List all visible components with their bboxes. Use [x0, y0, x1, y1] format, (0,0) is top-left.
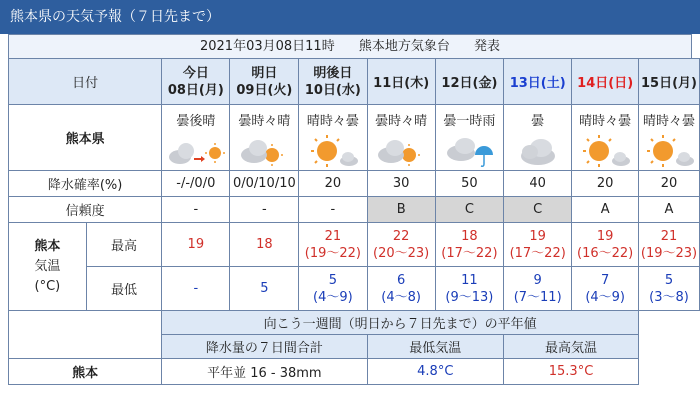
page-title: 熊本県の天気予報（７日先まで） [0, 0, 700, 34]
low-temp: 5 [230, 267, 299, 311]
normals-header: 向こう一週間（明日から７日先まで）の平年値 [162, 311, 639, 335]
pop-label: 降水確率(%) [9, 171, 162, 197]
region-name: 熊本県 [9, 105, 162, 171]
temp-label: 熊本 気温 (°C) [9, 223, 87, 311]
cloud-then-sun-icon [166, 133, 226, 169]
high-temp: 22 (20〜23) [367, 223, 435, 267]
sun-and-cloud-icon [639, 133, 699, 169]
high-temp: 19 [162, 223, 230, 267]
precip-header: 降水量の７日間合計 [162, 335, 367, 359]
weather-cell: 曇時々晴 [230, 105, 299, 171]
reliability-value: A [572, 197, 639, 223]
high-label: 最高 [86, 223, 161, 267]
day-header: 今日 08日(月) [162, 59, 230, 105]
high-temp: 19 (17〜22) [504, 223, 572, 267]
reliability-value: - [299, 197, 367, 223]
forecast-table [8, 58, 700, 385]
high-temp: 18 (17〜22) [435, 223, 503, 267]
min-temp-normal: 4.8°C [367, 359, 504, 385]
date-label: 日付 [9, 59, 162, 105]
date-row [9, 59, 700, 105]
high-temp-row [9, 223, 700, 267]
normals-corner [9, 311, 162, 359]
pop-value: 20 [639, 171, 700, 197]
issued-info [8, 34, 692, 58]
weather-cell: 晴時々曇 [299, 105, 367, 171]
low-temp: 11 (9〜13) [435, 267, 503, 311]
low-temp: 7 (4〜9) [572, 267, 639, 311]
high-temp: 21 (19〜22) [299, 223, 367, 267]
low-temp: 5 (3〜8) [639, 267, 700, 311]
day-header: 明日 09日(火) [230, 59, 299, 105]
weather-cell: 曇一時雨 [435, 105, 503, 171]
pop-value: 0/0/10/10 [230, 171, 299, 197]
low-temp-row [9, 267, 700, 311]
weather-cell: 晴時々曇 [639, 105, 700, 171]
max-temp-header: 最高気温 [504, 335, 639, 359]
normals-station: 熊本 [9, 359, 162, 385]
day-header: 15日(月) [639, 59, 700, 105]
day-header: 明後日 10日(水) [299, 59, 367, 105]
precip-normal: 平年並 16 - 38mm [162, 359, 367, 385]
pop-value: 40 [504, 171, 572, 197]
weather-cell: 曇後晴 [162, 105, 230, 171]
reliability-value: C [504, 197, 572, 223]
weather-cell: 晴時々曇 [572, 105, 639, 171]
cloud-icon [508, 133, 568, 169]
cloud-and-sun-icon [234, 133, 294, 169]
sun-and-cloud-icon [575, 133, 635, 169]
reliability-value: - [230, 197, 299, 223]
day-header-saturday: 13日(土) [504, 59, 572, 105]
pop-value: 30 [367, 171, 435, 197]
low-label: 最低 [86, 267, 161, 311]
weather-cell: 曇 [504, 105, 572, 171]
day-header: 12日(金) [435, 59, 503, 105]
day-header-sunday: 14日(日) [572, 59, 639, 105]
day-header: 11日(木) [367, 59, 435, 105]
normals-header-row [9, 311, 700, 335]
pop-value: 20 [299, 171, 367, 197]
reliability-value: A [639, 197, 700, 223]
low-temp: 6 (4〜8) [367, 267, 435, 311]
pop-value: -/-/0/0 [162, 171, 230, 197]
normals-row [9, 359, 700, 385]
high-temp: 19 (16〜22) [572, 223, 639, 267]
high-temp: 21 (19〜23) [639, 223, 700, 267]
cloud-and-sun-icon [371, 133, 431, 169]
weather-cell: 曇時々晴 [367, 105, 435, 171]
pop-value: 20 [572, 171, 639, 197]
cloud-umbrella-icon [439, 133, 499, 169]
low-temp: 5 (4〜9) [299, 267, 367, 311]
reliability-value: B [367, 197, 435, 223]
weather-row [9, 105, 700, 171]
low-temp: - [162, 267, 230, 311]
sun-and-cloud-icon [303, 133, 363, 169]
reliability-value: C [435, 197, 503, 223]
max-temp-normal: 15.3°C [504, 359, 639, 385]
issued-office: 熊本地方気象台 [358, 39, 450, 54]
pop-row [9, 171, 700, 197]
pop-value: 50 [435, 171, 503, 197]
issued-suffix: 発表 [474, 39, 501, 54]
reliability-row [9, 197, 700, 223]
issued-datetime: 2021年03月08日11時 [199, 39, 335, 54]
min-temp-header: 最低気温 [367, 335, 504, 359]
reliability-label: 信頼度 [9, 197, 162, 223]
reliability-value: - [162, 197, 230, 223]
high-temp: 18 [230, 223, 299, 267]
low-temp: 9 (7〜11) [504, 267, 572, 311]
